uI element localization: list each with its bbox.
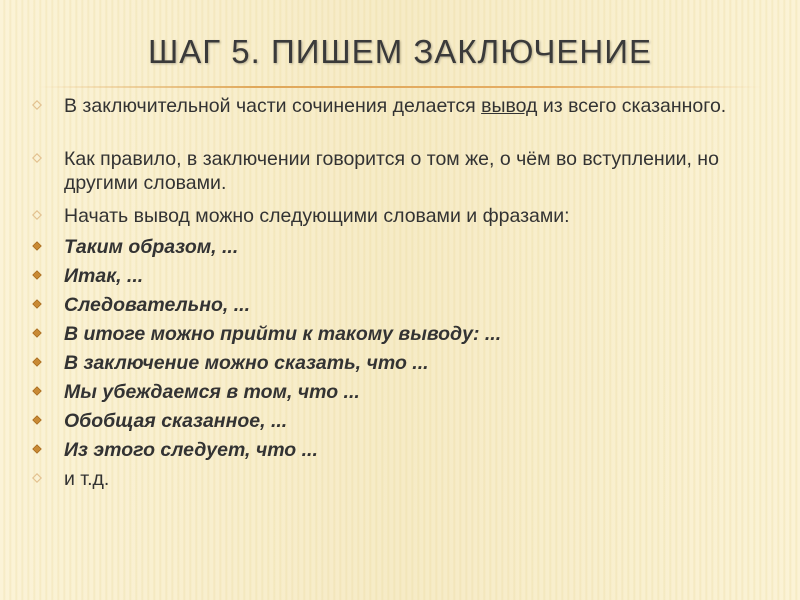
filled-diamond-icon [32, 328, 42, 338]
paragraph-text: Как правило, в заключении говорится о том же, о чём во вступлении, но другими словами. [64, 148, 719, 194]
filled-diamond-icon [32, 270, 42, 280]
phrase-text: Таким образом, ... [64, 236, 239, 258]
closing-text: и т.д. [64, 468, 110, 490]
phrase-text: В итоге можно прийти к такому выводу: ... [64, 323, 502, 345]
phrase-text: Итак, ... [64, 265, 144, 287]
list-item-conclusion [32, 94, 762, 118]
phrase-item [32, 438, 762, 462]
phrase-item [32, 293, 762, 317]
phrase-item [32, 409, 762, 433]
phrase-text: Мы убеждаемся в том, что ... [64, 381, 360, 403]
phrase-item [32, 351, 762, 375]
filled-diamond-icon [32, 241, 42, 251]
list-item-intro [32, 204, 762, 228]
paragraph-text-before: В заключительной части сочинения делается [64, 95, 482, 117]
underlined-word: вывод [481, 95, 538, 117]
phrase-text: В заключение можно сказать, что ... [64, 352, 429, 374]
list-item-rule [32, 147, 762, 195]
phrase-text: Из этого следует, что ... [64, 439, 318, 461]
phrase-text: Следовательно, ... [64, 294, 251, 316]
title-divider [38, 86, 762, 88]
filled-diamond-icon [32, 415, 42, 425]
phrase-item [32, 322, 762, 346]
filled-diamond-icon [32, 386, 42, 396]
paragraph-text-after: из всего сказанного. [537, 95, 727, 117]
hollow-diamond-icon [32, 153, 42, 163]
paragraph-text: Начать вывод можно следующими словами и фразами: [64, 205, 570, 227]
filled-diamond-icon [32, 299, 42, 309]
hollow-diamond-icon [32, 100, 42, 110]
phrase-item [32, 380, 762, 404]
slide-title: ШАГ 5. ПИШЕМ ЗАКЛЮЧЕНИЕ [148, 33, 652, 70]
phrase-item [32, 235, 762, 259]
phrase-item [32, 264, 762, 288]
list-item-etc [32, 467, 762, 491]
bullet-list [32, 94, 762, 500]
filled-diamond-icon [32, 357, 42, 367]
phrase-text: Обобщая сказанное, ... [64, 410, 288, 432]
filled-diamond-icon [32, 444, 42, 454]
hollow-diamond-icon [32, 210, 42, 220]
hollow-diamond-icon [32, 473, 42, 483]
